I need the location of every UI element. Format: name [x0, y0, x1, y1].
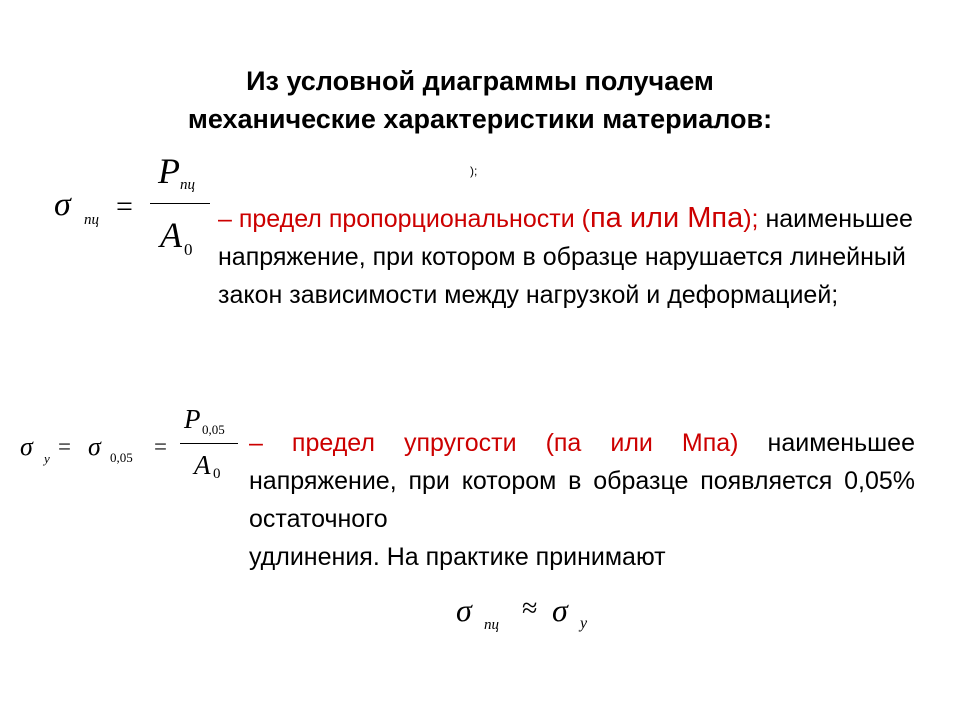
formula2-sigma-y: σ [20, 432, 33, 461]
formula1-denominator: A [160, 215, 182, 255]
stray-note: ); [470, 164, 478, 178]
p2-definition-label: – предел упругости (па или Мпа) [249, 429, 739, 457]
p1-close: ); [743, 205, 759, 233]
paragraph-proportional-limit [218, 199, 938, 314]
formula3-sub-pc: пц [484, 617, 499, 633]
formula3-sigma-y: σ [552, 592, 568, 628]
slide-title [150, 62, 810, 138]
formula2-sigma-005: σ [88, 432, 101, 461]
formula1-equals: = [116, 190, 133, 223]
paragraph-elastic-limit [249, 424, 915, 576]
formula1-sigma-subscript: пц [84, 212, 99, 228]
formula2-sub-005: 0,05 [110, 450, 133, 465]
title-line-1: Из условной диаграммы получаем [246, 66, 714, 96]
formula2-denominator: A [194, 450, 211, 480]
p2-justified-block [249, 424, 915, 538]
formula1-fraction-bar [150, 203, 210, 204]
p2-body: наименьшее напряжение, при котором в образце появляется 0,05% остаточного [249, 429, 915, 533]
formula2-equals-1: = [58, 434, 71, 459]
formula2-equals-2: = [154, 434, 167, 459]
formula1-numerator-subscript: пц [180, 177, 195, 193]
title-line-2: механические характеристики материалов: [187, 104, 773, 134]
formula3-sub-y: y [580, 615, 588, 632]
formula3-sigma-pc: σ [456, 592, 472, 628]
formula1-sigma: σ [54, 186, 71, 223]
formula1-denominator-subscript: 0 [184, 240, 193, 259]
formula2-fraction-bar [180, 443, 238, 444]
formula1-numerator: P [158, 151, 180, 191]
formula2-numerator: P [184, 404, 201, 434]
p1-definition-label: – предел пропорциональности ( [218, 205, 590, 233]
p1-units: па или Мпа [589, 202, 744, 234]
formula3-approx: ≈ [522, 593, 538, 624]
p1-body: наименьшее напряжение, при котором в образце нарушается линейный закон зависимости между нагрузкой и деформацией; [218, 205, 913, 309]
formula2-numerator-subscript: 0,05 [202, 422, 225, 437]
formula2-sub-y: y [44, 451, 50, 466]
p2-last-line: удлинения. На практике принимают [249, 543, 666, 571]
formula2-denominator-subscript: 0 [213, 466, 221, 482]
